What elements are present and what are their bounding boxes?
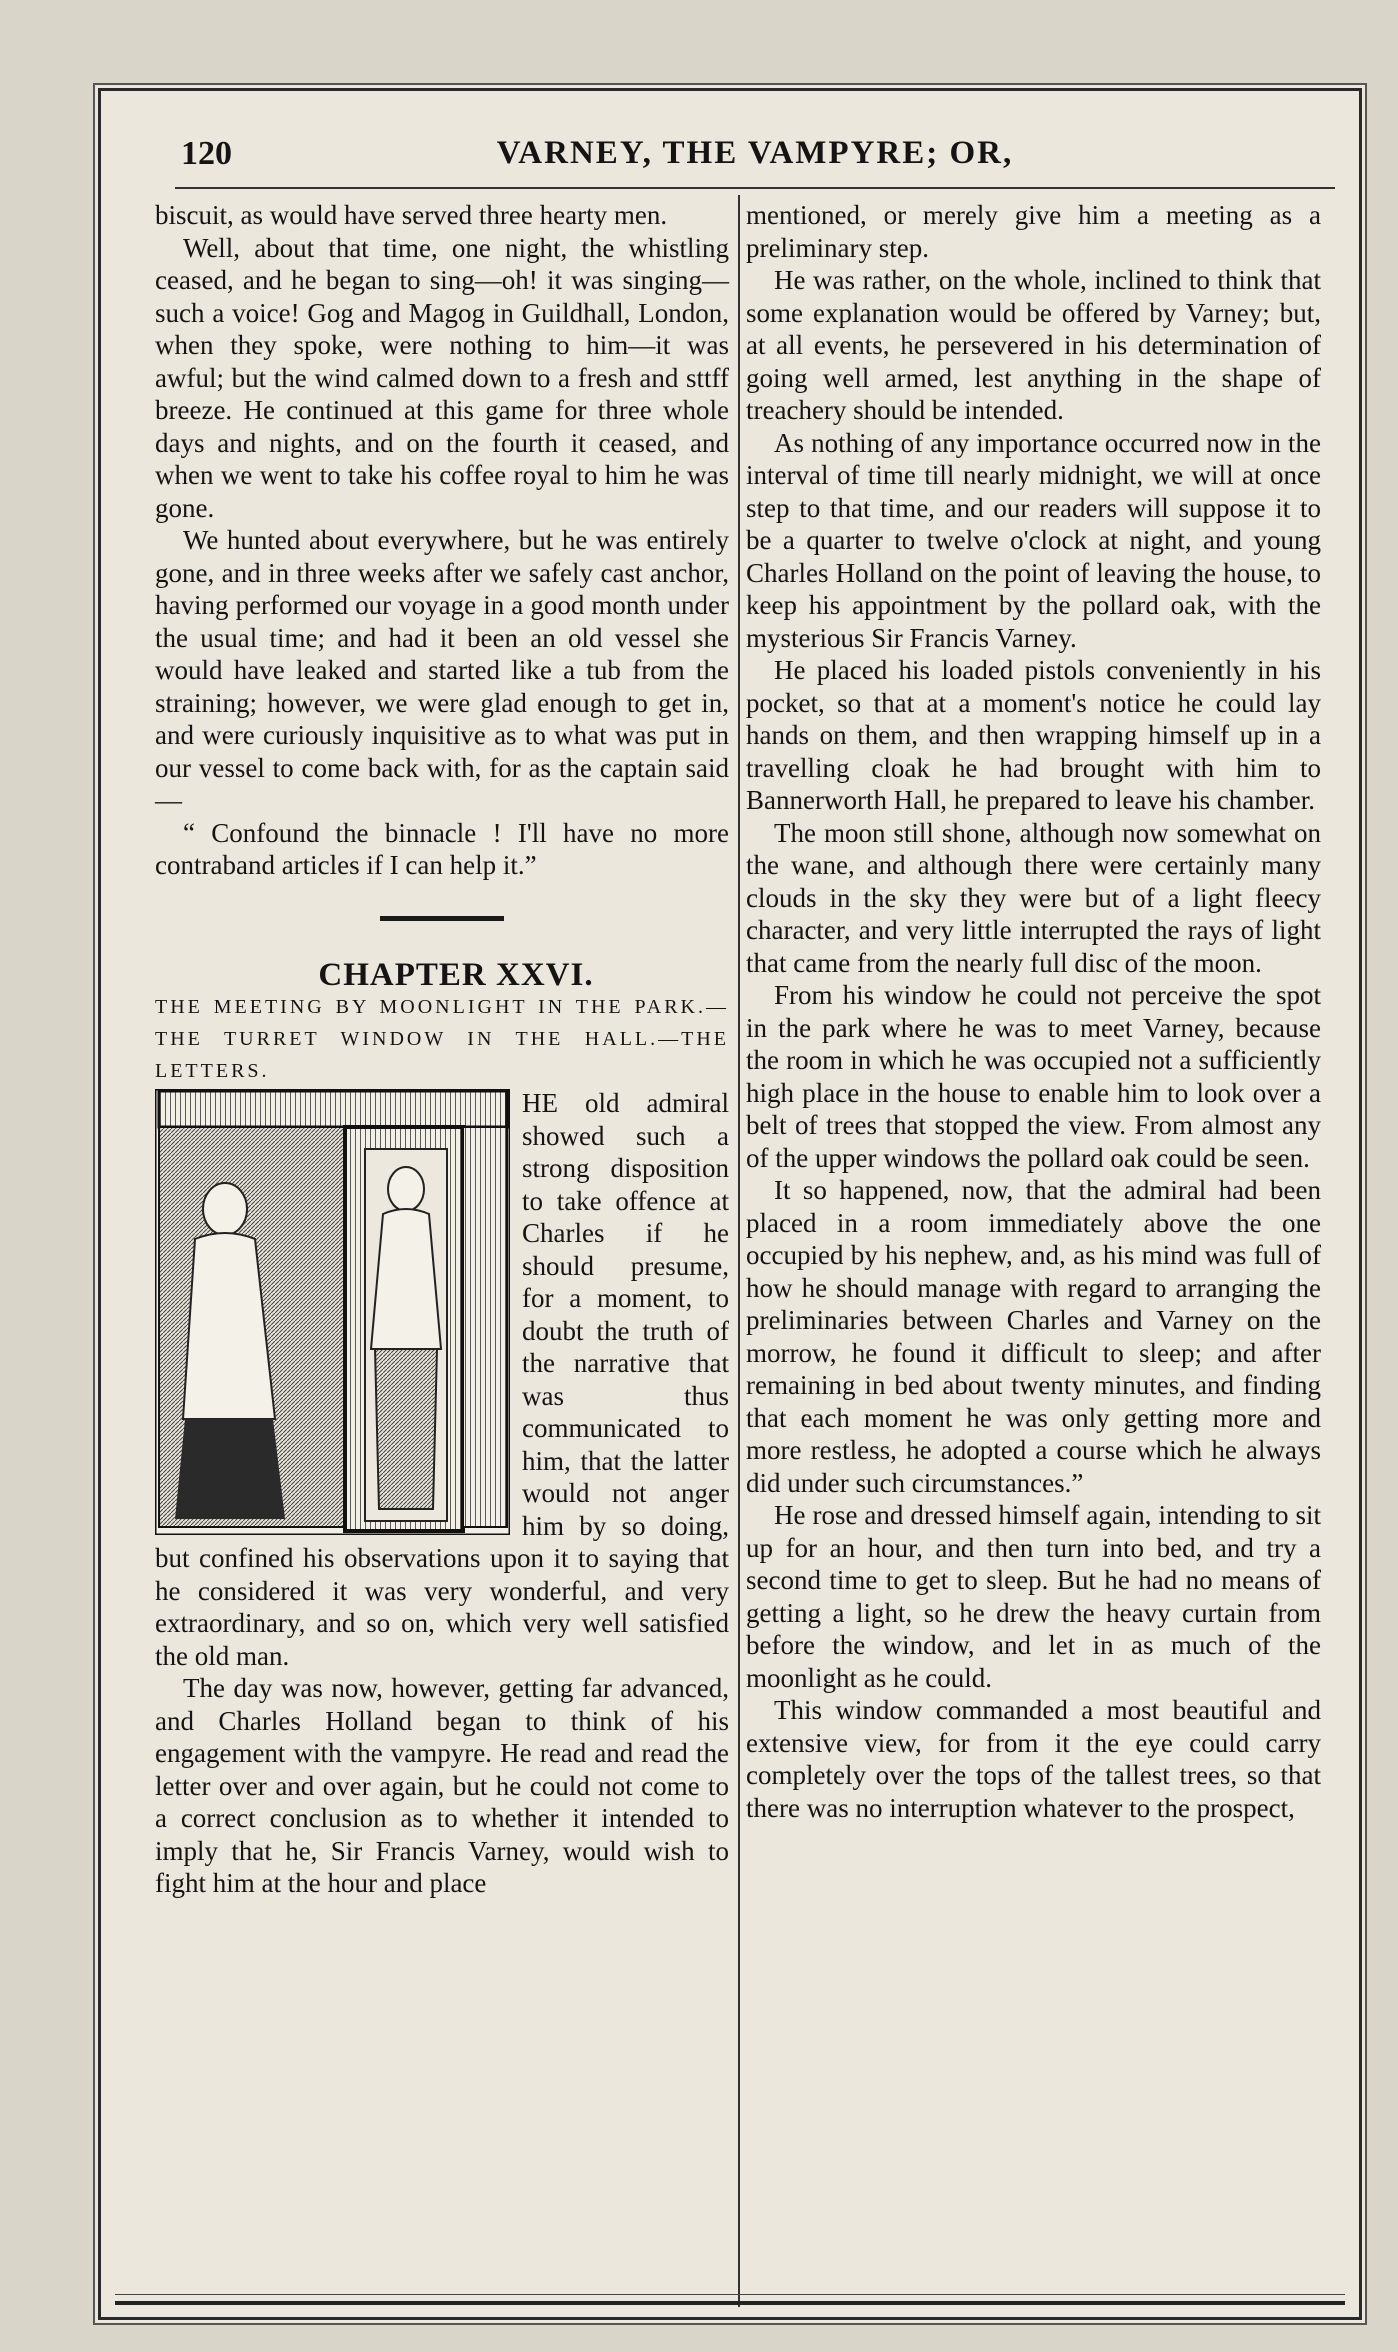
page-number: 120 [181, 135, 232, 172]
paragraph: mentioned, or merely give him a meeting as a preliminary step. [746, 200, 1321, 263]
paragraph: From his window he could not perceive the spot in the park where he was to meet Varney, because the room in which he was occupied not a sufficiently high place in the house to enable him to look over a belt of trees that stopped the view. From almost any of the upper windows the pollard oak could be seen. [746, 980, 1321, 1173]
paragraph: This window commanded a most beautiful and extensive view, for from it the eye could carry completely over the tops of the tallest trees, so that there was no interruption whatever to the prospect, [746, 1695, 1321, 1823]
chapter-opening [155, 1087, 729, 1672]
left-column [155, 199, 729, 1900]
paragraph: biscuit, as would have served three hearty men. [155, 200, 668, 230]
paragraph: The moon still shone, although now somewhat on the wane, and although there were certainly many clouds in the sky they were but of a light fleecy character, and very little interrupted the rays of light that came from the nearly full disc of the moon. [746, 817, 1321, 978]
column-divider [738, 195, 740, 2307]
paragraph: He placed his loaded pistols conveniently in his pocket, so that at a moment's notice he could lay hands on them, and then wrapping himself up in a travelling cloak he had brought with him to Bannerworth Hall, he prepared to leave his chamber. [746, 655, 1321, 815]
paragraph: It so happened, now, that the admiral had been placed in a room immediately above the one occupied by his nephew, and, as his mind was full of how he should manage with regard to arranging the preliminaries between Charles and Varney on the morrow, he found it difficult to sleep; and after remaining in bed about twenty minutes, and finding that each moment he was only getting more and more restless, he adopted a course which he always did under such circumstances.” [746, 1175, 1321, 1498]
paragraph: He was rather, on the whole, inclined to think that some explanation would be offered by Varney; but, at all events, he persevered in his determination of going well armed, lest anything in the shape of treachery should be intended. [746, 265, 1321, 425]
paragraph: He rose and dressed himself again, intending to sit up for an hour, and then turn into bed, and try a second time to get to sleep. But he had no means of getting a light, so he drew the heavy curtain from before the window, and let in as much of the moonlight as he could. [746, 1500, 1321, 1693]
page-sheet [98, 88, 1362, 2320]
header-rule [175, 187, 1335, 189]
paragraph: HE old admiral showed such a strong disposition to take offence at Charles if he should presume, for a moment, to doubt the truth of the narrative that was thus communicated to him, that the latter would not anger him by so doing, but confined his observations upon it to saying that he considered it was very wonderful, and very extraordinary, and so on, which very well satisfied the old man. [155, 1088, 729, 1671]
footer-rule-thick [115, 2301, 1345, 2305]
footer-rule [115, 2294, 1345, 2295]
page-header [175, 135, 1335, 189]
drop-cap-illustration [155, 1089, 510, 1535]
paragraph: The day was now, however, getting far advanced, and Charles Holland began to think of his engagement with the vampyre. He read and read the letter over and over again, but he could not come to a correct conclusion as to whether it intended to imply that he, Sir Francis Varney, would wish to fight him at the hour and place [155, 1673, 729, 1898]
chapter-summary: THE MEETING BY MOONLIGHT IN THE PARK.—THE TURRET WINDOW IN THE HALL.—THE LETTERS. [155, 996, 729, 1082]
section-divider [380, 916, 504, 921]
paragraph: Well, about that time, one night, the whistling ceased, and he began to sing—oh! it was singing—such a voice! Gog and Magog in Guildhall, London, when they spoke, were nothing to him—it was awful; but the wind calmed down to a fresh and sttff breeze. He continued at this game for three whole days and nights, and on the fourth it ceased, and when we went to take his coffee royal to him he was gone. [155, 232, 729, 523]
right-column [746, 199, 1321, 1824]
running-title: VARNEY, THE VAMPYRE; OR, [496, 135, 1014, 171]
chapter-title: CHAPTER XXVI. [318, 956, 594, 993]
paragraph: “ Confound the binnacle ! I'll have no more contraband articles if I can help it.” [155, 817, 729, 880]
paragraph: We hunted about everywhere, but he was entirely gone, and in three weeks after we safely cast anchor, having performed our voyage in a good month under the usual time; and had it been an old vessel she would have leaked and started like a tub from the straining; however, we were glad enough to get in, and were curiously inquisitive as to what was put in our vessel to come back with, for as the captain said— [155, 525, 729, 815]
paragraph: As nothing of any importance occurred now in the interval of time till nearly midnight, we will at once step to that time, and our readers will suppose it to be a quarter to twelve o'clock at night, and young Charles Holland on the point of leaving the house, to keep his appointment by the pollard oak, with the mysterious Sir Francis Varney. [746, 427, 1321, 653]
